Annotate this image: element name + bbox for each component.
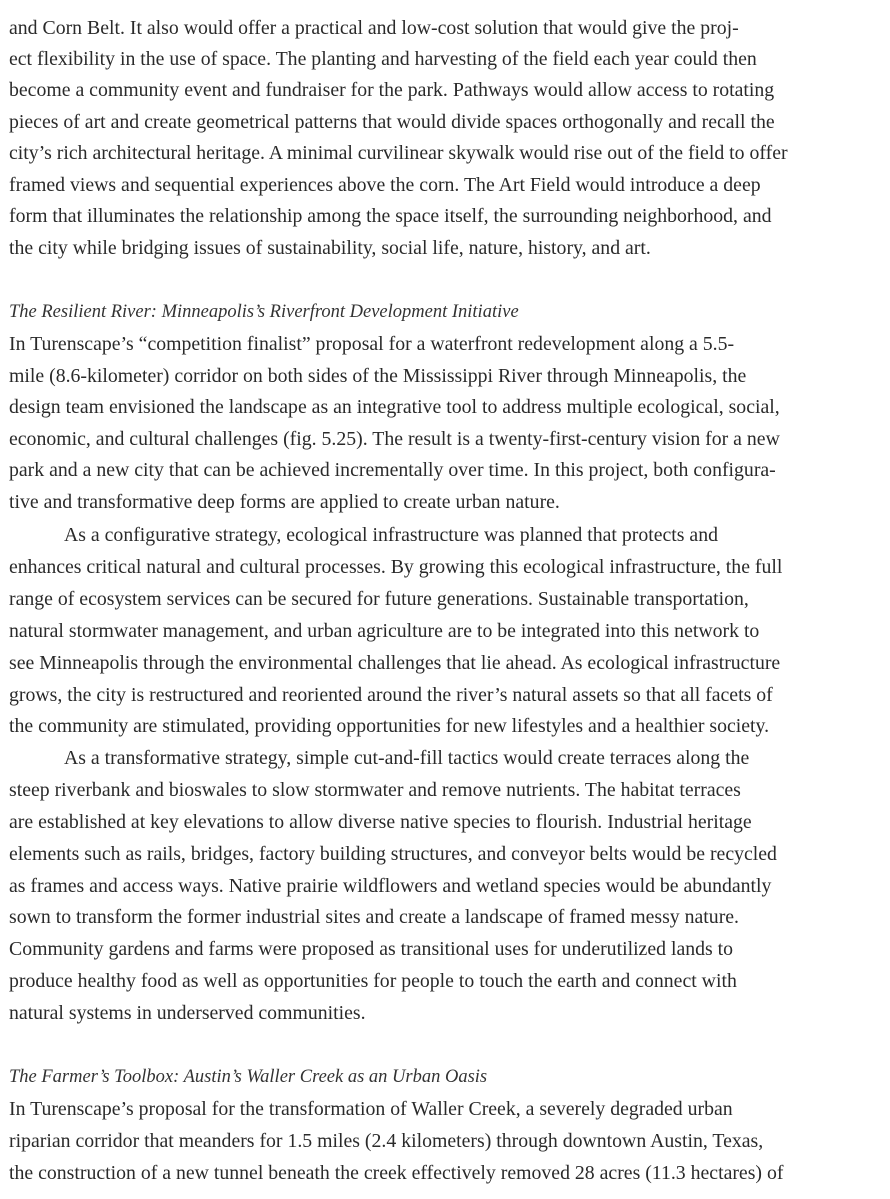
- body-text-line: sown to transform the former industrial sites and create a landscape of framed messy nature.: [9, 906, 740, 928]
- body-text-line: become a community event and fundraiser for the park. Pathways would allow access to rotating: [9, 79, 775, 101]
- body-text-line: As a configurative strategy, ecological infrastructure was planned that protects and: [64, 524, 718, 546]
- body-text-line: produce healthy food as well as opportunities for people to touch the earth and connect with: [9, 970, 737, 992]
- body-text-line: framed views and sequential experiences above the corn. The Art Field would introduce a deep: [9, 174, 761, 196]
- body-text-line: form that illuminates the relationship among the space itself, the surrounding neighborhood, and: [9, 205, 772, 227]
- body-text-line: pieces of art and create geometrical patterns that would divide spaces orthogonally and recall the: [9, 111, 775, 133]
- body-text-line: are established at key elevations to allow diverse native species to flourish. Industrial heritage: [9, 811, 752, 833]
- body-text-line: economic, and cultural challenges (fig. 5.25). The result is a twenty-first-century vision for a new: [9, 428, 780, 450]
- body-text-line: city’s rich architectural heritage. A minimal curvilinear skywalk would rise out of the field to offer: [9, 142, 788, 164]
- body-text-line: the community are stimulated, providing opportunities for new lifestyles and a healthier society.: [9, 715, 770, 737]
- body-text-line: tive and transformative deep forms are applied to create urban nature.: [9, 491, 560, 513]
- body-text-line: As a transformative strategy, simple cut-and-fill tactics would create terraces along the: [64, 747, 750, 769]
- body-text-line: natural stormwater management, and urban agriculture are to be integrated into this network to: [9, 620, 760, 642]
- body-text-line: elements such as rails, bridges, factory building structures, and conveyor belts would be recycled: [9, 843, 777, 865]
- section-heading: The Farmer’s Toolbox: Austin’s Waller Creek as an Urban Oasis: [9, 1067, 488, 1087]
- body-text-line: as frames and access ways. Native prairie wildflowers and wetland species would be abundantly: [9, 875, 772, 897]
- body-text-line: ect flexibility in the use of space. The planting and harvesting of the field each year could then: [9, 48, 757, 70]
- body-text-line: park and a new city that can be achieved incrementally over time. In this project, both configura-: [9, 459, 776, 481]
- body-text-line: natural systems in underserved communities.: [9, 1002, 366, 1024]
- body-text-line: steep riverbank and bioswales to slow stormwater and remove nutrients. The habitat terraces: [9, 779, 741, 801]
- body-text-line: see Minneapolis through the environmental challenges that lie ahead. As ecological infrastructure: [9, 652, 781, 674]
- body-text-line: mile (8.6-kilometer) corridor on both sides of the Mississippi River through Minneapolis, the: [9, 365, 747, 387]
- section-heading: The Resilient River: Minneapolis’s Riverfront Development Initiative: [9, 302, 519, 322]
- body-text-line: riparian corridor that meanders for 1.5 miles (2.4 kilometers) through downtown Austin, Texas,: [9, 1130, 764, 1152]
- body-text-line: In Turenscape’s “competition finalist” proposal for a waterfront redevelopment along a 5.5-: [9, 333, 735, 355]
- body-text-line: the city while bridging issues of sustainability, social life, nature, history, and art.: [9, 237, 651, 259]
- body-text-line: grows, the city is restructured and reoriented around the river’s natural assets so that all facets of: [9, 684, 773, 706]
- body-text-line: Community gardens and farms were proposed as transitional uses for underutilized lands to: [9, 938, 734, 960]
- body-text-line: the construction of a new tunnel beneath the creek effectively removed 28 acres (11.3 hectares) of: [9, 1162, 784, 1184]
- body-text-line: and Corn Belt. It also would offer a practical and low-cost solution that would give the proj-: [9, 17, 739, 39]
- body-text-line: design team envisioned the landscape as an integrative tool to address multiple ecological, social,: [9, 396, 780, 418]
- body-text-line: range of ecosystem services can be secured for future generations. Sustainable transportation,: [9, 588, 749, 610]
- body-text-line: In Turenscape’s proposal for the transformation of Waller Creek, a severely degraded urban: [9, 1098, 733, 1120]
- body-text-line: enhances critical natural and cultural processes. By growing this ecological infrastructure, the full: [9, 556, 783, 578]
